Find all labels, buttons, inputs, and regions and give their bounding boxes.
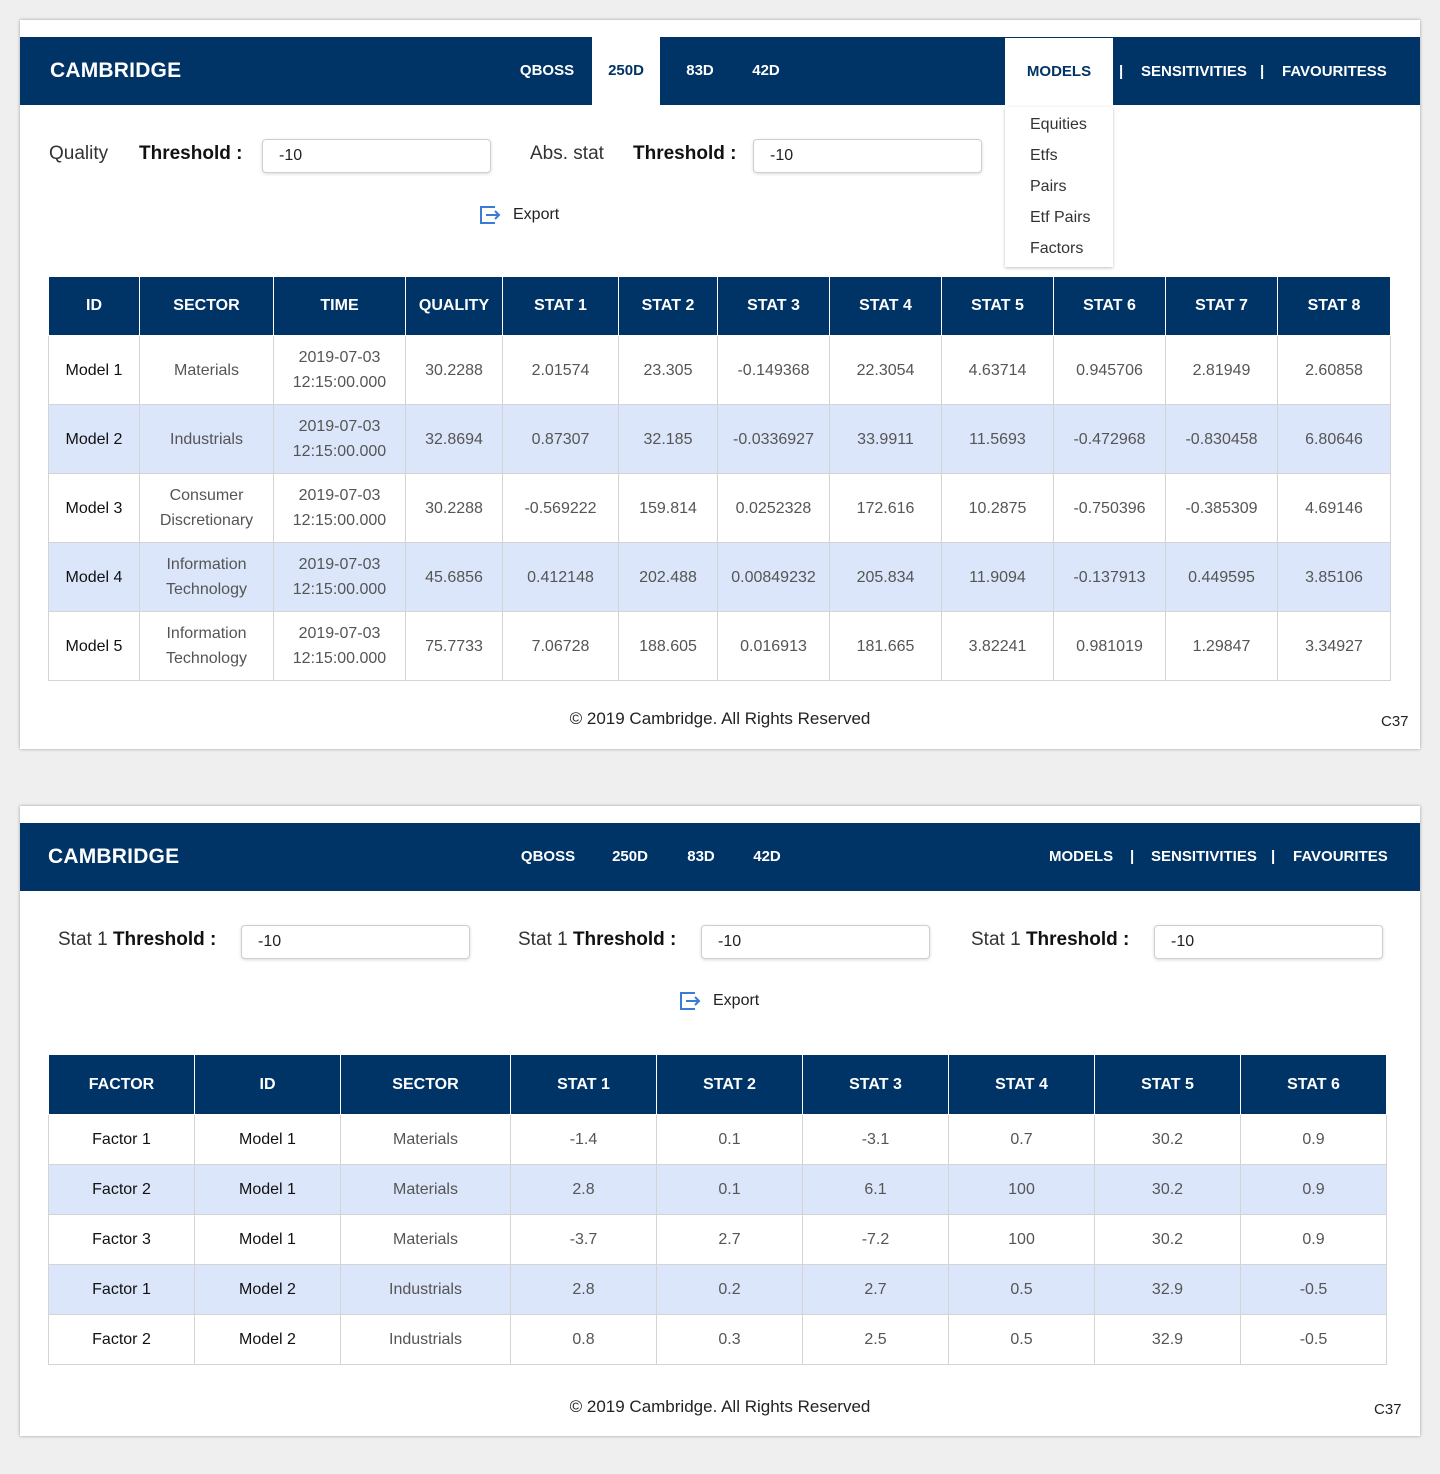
time-text-line: 2019-07-03 bbox=[298, 556, 381, 573]
nav-favourites[interactable]: FAVOURITES bbox=[1293, 848, 1388, 865]
stat-2-cell: 32.185 bbox=[619, 405, 718, 474]
top-navbar bbox=[20, 37, 1420, 105]
stat-2-cell: 0.1 bbox=[657, 1115, 803, 1165]
stat-3-cell: 0.016913 bbox=[718, 612, 830, 681]
stat-1-cell: -3.7 bbox=[511, 1215, 657, 1265]
stat-1-cell: 2.8 bbox=[511, 1165, 657, 1215]
stat-2-cell: 0.3 bbox=[657, 1315, 803, 1365]
quality-cell: 45.6856 bbox=[406, 543, 503, 612]
quality-cell: 32.8694 bbox=[406, 405, 503, 474]
column-header-factor[interactable]: FACTOR bbox=[49, 1055, 195, 1115]
stat-3-cell: -3.1 bbox=[803, 1115, 949, 1165]
column-header-sector[interactable]: SECTOR bbox=[341, 1055, 511, 1115]
stat-7-cell: 1.29847 bbox=[1166, 612, 1278, 681]
model-id-cell: Model 2 bbox=[49, 405, 140, 474]
models-table bbox=[48, 276, 1391, 681]
stat-5-cell: 32.9 bbox=[1095, 1315, 1241, 1365]
sector-cell bbox=[140, 612, 274, 681]
model-id-cell: Model 5 bbox=[49, 612, 140, 681]
sector-text-line: Technology bbox=[166, 650, 247, 667]
stat-4-cell: 33.9911 bbox=[830, 405, 942, 474]
sector-cell bbox=[140, 474, 274, 543]
brand-logo[interactable]: CAMBRIDGE bbox=[50, 59, 182, 82]
stat-5-cell: 10.2875 bbox=[942, 474, 1054, 543]
model-id-cell: Model 1 bbox=[195, 1115, 341, 1165]
stat-3-cell: -7.2 bbox=[803, 1215, 949, 1265]
time-text-line: 12:15:00.000 bbox=[292, 374, 387, 391]
model-id-cell: Model 1 bbox=[49, 336, 140, 405]
factor-cell: Factor 2 bbox=[49, 1315, 195, 1365]
column-header-stat-4[interactable]: STAT 4 bbox=[949, 1055, 1095, 1115]
tab-qboss[interactable]: QBOSS bbox=[520, 848, 576, 865]
stat-3-cell: 6.1 bbox=[803, 1165, 949, 1215]
column-header-quality[interactable]: QUALITY bbox=[406, 277, 503, 336]
time-text-line: 2019-07-03 bbox=[298, 625, 381, 642]
stat-6-cell: -0.472968 bbox=[1054, 405, 1166, 474]
top-navbar bbox=[20, 823, 1420, 891]
stat-6-cell: 0.945706 bbox=[1054, 336, 1166, 405]
tab-250d[interactable]: 250D bbox=[592, 37, 660, 105]
table-row[interactable] bbox=[49, 405, 1391, 474]
nav-separator: | bbox=[1119, 63, 1124, 80]
sector-cell: Materials bbox=[341, 1215, 511, 1265]
stat-7-cell: -0.385309 bbox=[1166, 474, 1278, 543]
column-header-stat-2[interactable]: STAT 2 bbox=[619, 277, 718, 336]
stat-1-threshold-label: Stat 1 Threshold : bbox=[518, 929, 677, 950]
stat-3-cell: 2.5 bbox=[803, 1315, 949, 1365]
quality-cell: 75.7733 bbox=[406, 612, 503, 681]
stat-4-cell: 0.7 bbox=[949, 1115, 1095, 1165]
quality-cell: 30.2288 bbox=[406, 474, 503, 543]
tab-42d[interactable]: 42D bbox=[753, 848, 781, 865]
column-header-stat-8[interactable]: STAT 8 bbox=[1278, 277, 1391, 336]
stat-8-cell: 4.69146 bbox=[1278, 474, 1391, 543]
factor-cell: Factor 1 bbox=[49, 1265, 195, 1315]
sector-text-line: Industrials bbox=[170, 430, 243, 448]
stat-7-cell: 2.81949 bbox=[1166, 336, 1278, 405]
factor-cell: Factor 3 bbox=[49, 1215, 195, 1265]
abs-stat-filter-prefix: Abs. stat bbox=[530, 143, 604, 164]
stat-1-cell: 0.87307 bbox=[503, 405, 619, 474]
column-header-stat-5[interactable]: STAT 5 bbox=[942, 277, 1054, 336]
factors-table bbox=[48, 1054, 1387, 1365]
stat-4-cell: 181.665 bbox=[830, 612, 942, 681]
stat-1-threshold-input[interactable] bbox=[701, 925, 930, 959]
quality-threshold-label: Threshold : bbox=[139, 143, 243, 164]
column-header-stat-3[interactable]: STAT 3 bbox=[803, 1055, 949, 1115]
stat-4-cell: 100 bbox=[949, 1215, 1095, 1265]
nav-models[interactable]: MODELS bbox=[1005, 38, 1113, 106]
sector-cell bbox=[140, 336, 274, 405]
stat-8-cell: 2.60858 bbox=[1278, 336, 1391, 405]
table-row[interactable] bbox=[49, 474, 1391, 543]
time-text-line: 2019-07-03 bbox=[298, 349, 381, 366]
quality-threshold-input[interactable] bbox=[262, 139, 491, 173]
stat-4-cell: 172.616 bbox=[830, 474, 942, 543]
stat-5-cell: 3.82241 bbox=[942, 612, 1054, 681]
sector-cell bbox=[140, 543, 274, 612]
model-id-cell: Model 1 bbox=[195, 1165, 341, 1215]
time-cell bbox=[274, 405, 406, 474]
stat-1-cell: -0.569222 bbox=[503, 474, 619, 543]
tab-42d[interactable]: 42D bbox=[752, 62, 780, 79]
menu-item-equities[interactable]: Equities bbox=[1030, 116, 1087, 133]
factor-cell: Factor 2 bbox=[49, 1165, 195, 1215]
stat-8-cell: 3.85106 bbox=[1278, 543, 1391, 612]
menu-item-etfs[interactable]: Etfs bbox=[1030, 147, 1058, 164]
column-header-id[interactable]: ID bbox=[195, 1055, 341, 1115]
stat-1-cell: 0.412148 bbox=[503, 543, 619, 612]
time-text-line: 12:15:00.000 bbox=[292, 443, 387, 460]
time-cell bbox=[274, 474, 406, 543]
quality-cell: 30.2288 bbox=[406, 336, 503, 405]
brand-logo[interactable]: CAMBRIDGE bbox=[48, 845, 180, 868]
column-header-sector[interactable]: SECTOR bbox=[140, 277, 274, 336]
models-panel bbox=[20, 20, 1420, 749]
column-header-stat-6[interactable]: STAT 6 bbox=[1241, 1055, 1387, 1115]
nav-separator: | bbox=[1260, 63, 1265, 80]
stat-2-cell: 0.2 bbox=[657, 1265, 803, 1315]
sector-text-line: Technology bbox=[166, 581, 247, 598]
stat-1-cell: -1.4 bbox=[511, 1115, 657, 1165]
time-cell bbox=[274, 336, 406, 405]
export-icon bbox=[678, 989, 703, 1013]
tab-83d[interactable]: 83D bbox=[687, 848, 715, 865]
menu-item-factors[interactable]: Factors bbox=[1030, 240, 1084, 257]
stat-4-cell: 0.5 bbox=[949, 1265, 1095, 1315]
table-row[interactable] bbox=[49, 1315, 1387, 1365]
stat-4-cell: 0.5 bbox=[949, 1315, 1095, 1365]
model-id-cell: Model 4 bbox=[49, 543, 140, 612]
stat-6-cell: 0.981019 bbox=[1054, 612, 1166, 681]
quality-filter-prefix: Quality bbox=[49, 143, 109, 164]
sector-text-line: Materials bbox=[174, 361, 239, 379]
stat-1-threshold-input[interactable] bbox=[241, 925, 470, 959]
menu-item-pairs[interactable]: Pairs bbox=[1030, 178, 1067, 195]
stat-4-cell: 205.834 bbox=[830, 543, 942, 612]
stat-6-cell: 0.9 bbox=[1241, 1115, 1387, 1165]
nav-models[interactable]: MODELS bbox=[1049, 848, 1114, 865]
export-label: Export bbox=[513, 206, 560, 223]
stat-4-cell: 22.3054 bbox=[830, 336, 942, 405]
tab-83d[interactable]: 83D bbox=[686, 62, 714, 79]
time-text-line: 12:15:00.000 bbox=[292, 512, 387, 529]
page-code: C37 bbox=[1381, 713, 1409, 730]
tab-250d[interactable]: 250D bbox=[612, 848, 648, 865]
menu-item-etf-pairs[interactable]: Etf Pairs bbox=[1030, 209, 1091, 226]
stat-4-cell: 100 bbox=[949, 1165, 1095, 1215]
table-row[interactable] bbox=[49, 612, 1391, 681]
tab-qboss[interactable]: QBOSS bbox=[519, 62, 575, 79]
stat-5-cell: 4.63714 bbox=[942, 336, 1054, 405]
stat-8-cell: 6.80646 bbox=[1278, 405, 1391, 474]
table-header-row bbox=[49, 1055, 1387, 1115]
stat-3-cell: 0.00849232 bbox=[718, 543, 830, 612]
copyright-footer: © 2019 Cambridge. All Rights Reserved bbox=[569, 709, 871, 728]
stat-1-cell: 7.06728 bbox=[503, 612, 619, 681]
column-header-stat-1[interactable]: STAT 1 bbox=[511, 1055, 657, 1115]
stat-5-cell: 30.2 bbox=[1095, 1115, 1241, 1165]
stat-5-cell: 11.9094 bbox=[942, 543, 1054, 612]
time-text-line: 2019-07-03 bbox=[298, 418, 381, 435]
nav-favourites[interactable]: FAVOURITESS bbox=[1282, 63, 1387, 80]
stat-6-cell: 0.9 bbox=[1241, 1165, 1387, 1215]
export-icon bbox=[478, 203, 503, 227]
sector-text-line: Information bbox=[166, 556, 247, 573]
stat-2-cell: 188.605 bbox=[619, 612, 718, 681]
column-header-stat-3[interactable]: STAT 3 bbox=[718, 277, 830, 336]
copyright-footer: © 2019 Cambridge. All Rights Reserved bbox=[569, 1397, 871, 1416]
page-code: C37 bbox=[1374, 1401, 1402, 1418]
model-id-cell: Model 1 bbox=[195, 1215, 341, 1265]
stat-2-cell: 23.305 bbox=[619, 336, 718, 405]
time-cell bbox=[274, 543, 406, 612]
stat-5-cell: 11.5693 bbox=[942, 405, 1054, 474]
sector-cell: Materials bbox=[341, 1115, 511, 1165]
table-row[interactable] bbox=[49, 1265, 1387, 1315]
abs-stat-threshold-label: Threshold : bbox=[633, 143, 737, 164]
stat-5-cell: 32.9 bbox=[1095, 1265, 1241, 1315]
abs-stat-threshold-input[interactable] bbox=[753, 139, 982, 173]
column-header-stat-4[interactable]: STAT 4 bbox=[830, 277, 942, 336]
column-header-stat-5[interactable]: STAT 5 bbox=[1095, 1055, 1241, 1115]
time-text-line: 2019-07-03 bbox=[298, 487, 381, 504]
nav-separator: | bbox=[1130, 848, 1135, 865]
factors-panel bbox=[20, 806, 1420, 1436]
column-header-stat-1[interactable]: STAT 1 bbox=[503, 277, 619, 336]
sector-cell: Materials bbox=[341, 1165, 511, 1215]
sector-text-line: Discretionary bbox=[159, 512, 254, 529]
stat-2-cell: 0.1 bbox=[657, 1165, 803, 1215]
stat-6-cell: -0.5 bbox=[1241, 1315, 1387, 1365]
nav-sensitivities[interactable]: SENSITIVITIES bbox=[1141, 63, 1247, 80]
stat-7-cell: -0.830458 bbox=[1166, 405, 1278, 474]
model-id-cell: Model 2 bbox=[195, 1315, 341, 1365]
stat-3-cell: -0.149368 bbox=[718, 336, 830, 405]
stat-1-threshold-label: Stat 1 Threshold : bbox=[971, 929, 1130, 950]
stat-1-threshold-input[interactable] bbox=[1154, 925, 1383, 959]
stat-1-cell: 2.01574 bbox=[503, 336, 619, 405]
column-header-stat-7[interactable]: STAT 7 bbox=[1166, 277, 1278, 336]
stat-1-cell: 2.8 bbox=[511, 1265, 657, 1315]
stat-2-cell: 159.814 bbox=[619, 474, 718, 543]
stat-3-cell: 0.0252328 bbox=[718, 474, 830, 543]
models-dropdown-menu bbox=[1005, 107, 1113, 267]
stat-5-cell: 30.2 bbox=[1095, 1165, 1241, 1215]
export-label: Export bbox=[713, 992, 760, 1009]
table-row[interactable] bbox=[49, 543, 1391, 612]
table-header-row bbox=[49, 277, 1391, 336]
stat-6-cell: -0.750396 bbox=[1054, 474, 1166, 543]
column-header-stat-2[interactable]: STAT 2 bbox=[657, 1055, 803, 1115]
nav-sensitivities[interactable]: SENSITIVITIES bbox=[1151, 848, 1257, 865]
sector-cell: Industrials bbox=[341, 1265, 511, 1315]
sector-cell bbox=[140, 405, 274, 474]
sector-text-line: Consumer bbox=[169, 487, 244, 504]
table-row[interactable] bbox=[49, 1115, 1387, 1165]
time-cell bbox=[274, 612, 406, 681]
stat-2-cell: 202.488 bbox=[619, 543, 718, 612]
stat-6-cell: -0.5 bbox=[1241, 1265, 1387, 1315]
sector-cell: Industrials bbox=[341, 1315, 511, 1365]
stat-6-cell: 0.9 bbox=[1241, 1215, 1387, 1265]
stat-1-threshold-label: Stat 1 Threshold : bbox=[58, 929, 217, 950]
export-button[interactable] bbox=[678, 988, 759, 1014]
export-button[interactable] bbox=[478, 202, 559, 228]
stat-6-cell: -0.137913 bbox=[1054, 543, 1166, 612]
column-header-time[interactable]: TIME bbox=[274, 277, 406, 336]
nav-separator: | bbox=[1271, 848, 1276, 865]
time-text-line: 12:15:00.000 bbox=[292, 650, 387, 667]
table-row[interactable] bbox=[49, 1215, 1387, 1265]
factor-cell: Factor 1 bbox=[49, 1115, 195, 1165]
stat-3-cell: 2.7 bbox=[803, 1265, 949, 1315]
column-header-id[interactable]: ID bbox=[49, 277, 140, 336]
stat-5-cell: 30.2 bbox=[1095, 1215, 1241, 1265]
stat-3-cell: -0.0336927 bbox=[718, 405, 830, 474]
table-row[interactable] bbox=[49, 336, 1391, 405]
table-row[interactable] bbox=[49, 1165, 1387, 1215]
stat-2-cell: 2.7 bbox=[657, 1215, 803, 1265]
model-id-cell: Model 3 bbox=[49, 474, 140, 543]
stat-8-cell: 3.34927 bbox=[1278, 612, 1391, 681]
time-text-line: 12:15:00.000 bbox=[292, 581, 387, 598]
model-id-cell: Model 2 bbox=[195, 1265, 341, 1315]
sector-text-line: Information bbox=[166, 625, 247, 642]
stat-1-cell: 0.8 bbox=[511, 1315, 657, 1365]
column-header-stat-6[interactable]: STAT 6 bbox=[1054, 277, 1166, 336]
stat-7-cell: 0.449595 bbox=[1166, 543, 1278, 612]
